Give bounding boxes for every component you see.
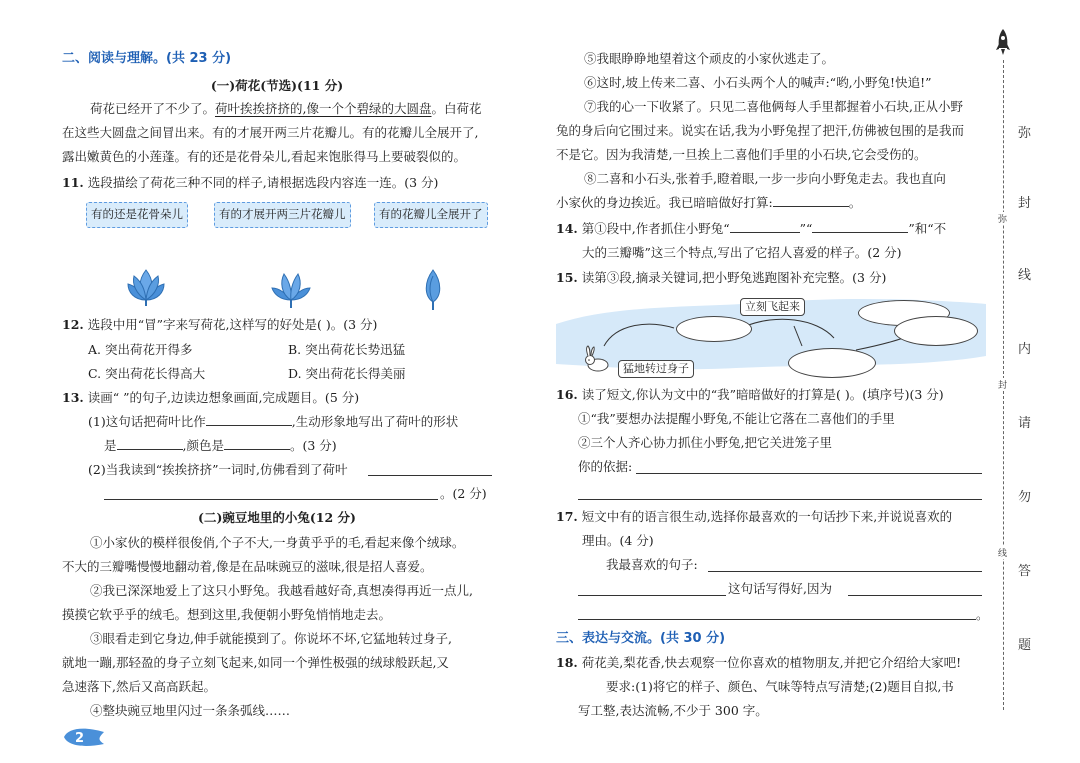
passage2-line: 不是它。因为我清楚,一旦挨上二喜他们手里的小石块,它会受伤的。 — [556, 147, 927, 162]
answer-line[interactable] — [708, 571, 982, 572]
seal-small-char: 弥 — [998, 212, 1007, 225]
question-text: ”和“不 — [908, 221, 947, 236]
flow-blank-2[interactable] — [788, 348, 876, 378]
q16-option-2[interactable]: ②三个人齐心协力抓住小野兔,把它关进笼子里 — [578, 435, 832, 450]
passage1-text: 荷花已经开了不少了。 — [90, 101, 216, 116]
q16-basis-label: 你的依据: — [578, 459, 633, 474]
passage2-line — [556, 194, 861, 212]
q16-option-1[interactable]: ①“我”要想办法提醒小野兔,不能让它落在二喜他们的手里 — [578, 411, 895, 426]
passage1-line2: 在这些大圆盘之间冒出来。有的才展开两三片花瓣儿。有的花瓣儿全展开了, — [62, 125, 479, 140]
page-number-badge — [62, 726, 106, 748]
question-number: 11. — [62, 175, 84, 190]
section2-title: 二、阅读与理解。(共 23 分) — [62, 51, 232, 66]
question-text: ”“ — [799, 221, 813, 236]
question-text: 读画“ ”的句子,边读边想象画面,完成题目。(5 分) — [87, 390, 360, 405]
question-number: 13. — [62, 390, 84, 405]
passage1-line1 — [90, 100, 482, 118]
seal-char: 答 — [1018, 564, 1032, 579]
seal-char: 勿 — [1018, 490, 1032, 505]
match-chip-2[interactable]: 有的才展开两三片花瓣儿 — [214, 202, 351, 228]
seal-small-char: 封 — [998, 378, 1007, 391]
question-text: ,生动形象地写出了荷叶的形状 — [291, 414, 459, 429]
question-text: 是 — [104, 438, 117, 453]
question-number: 16. — [556, 387, 578, 402]
lotus-icon — [268, 266, 314, 310]
question-number: 12. — [62, 317, 84, 332]
passage2-line: 急速落下,然后又高高跃起。 — [62, 679, 216, 694]
question-number: 17. — [556, 509, 578, 524]
question-17-cont: 理由。(4 分) — [582, 533, 654, 548]
passage2-title: (二)豌豆地里的小兔(12 分) — [198, 510, 356, 525]
answer-blank[interactable] — [812, 221, 908, 233]
passage2-text: 。 — [848, 195, 862, 210]
answer-line[interactable] — [578, 619, 976, 620]
question-number: 15. — [556, 270, 578, 285]
question-text: 第①段中,作者抓住小野兔“ — [581, 221, 730, 236]
question-16 — [556, 386, 944, 404]
question-text: ,颜色是 — [182, 438, 224, 453]
match-chip-3[interactable]: 有的花瓣儿全展开了 — [374, 202, 488, 228]
passage2-line: 不大的三瓣嘴慢慢地翻动着,像是在品味豌豆的滋味,很是招人喜爱。 — [62, 559, 433, 574]
question-text: (2)当我读到“挨挨挤挤”一词时,仿佛看到了荷叶 — [88, 462, 348, 477]
question-15 — [556, 269, 886, 287]
passage2-text: 小家伙的身边挨近。我已暗暗做好打算: — [556, 195, 773, 210]
passage1-line3: 露出嫩黄色的小莲蓬。有的还是花骨朵儿,看起来饱胀得马上要破裂似的。 — [62, 149, 466, 164]
answer-line[interactable] — [104, 499, 438, 500]
q17-end: 。 — [976, 607, 989, 622]
question-text: 读了短文,你认为文中的“我”暗暗做好的打算是( )。(填序号)(3 分) — [581, 387, 944, 402]
answer-blank[interactable] — [117, 438, 183, 450]
passage2-line: ⑤我眼睁睁地望着这个顽皮的小家伙逃走了。 — [584, 51, 835, 66]
lotus-icon — [124, 266, 168, 310]
q18-requirement-1: 要求:(1)将它的样子、颜色、气味等特点写清楚;(2)题目自拟,书 — [606, 679, 954, 694]
passage2-line: ⑥这时,坡上传来二喜、小石头两个人的喊声:“哟,小野兔!快追!” — [584, 75, 932, 90]
answer-line[interactable] — [578, 499, 982, 500]
passage1-text: 。白荷花 — [431, 101, 482, 116]
q17-fav-label: 我最喜欢的句子: — [606, 557, 698, 572]
question-text: 。(3 分) — [290, 438, 337, 453]
option-d[interactable]: D. 突出荷花长得美丽 — [288, 366, 406, 381]
question-17 — [556, 508, 952, 526]
match-chip-1[interactable]: 有的还是花骨朵儿 — [86, 202, 188, 228]
option-a[interactable]: A. 突出荷花开得多 — [88, 342, 193, 357]
page-number: 2 — [75, 731, 85, 746]
question-18 — [556, 654, 961, 672]
question-text: 选段描绘了荷花三种不同的样子,请根据选段内容连一连。(3 分) — [87, 175, 439, 190]
answer-blank[interactable] — [206, 414, 292, 426]
seal-char: 题 — [1018, 638, 1032, 653]
lotus-icon — [420, 266, 446, 312]
question-13 — [62, 389, 359, 407]
seal-char: 线 — [1018, 268, 1032, 283]
passage2-line: ③眼看走到它身边,伸手就能摸到了。你说坏不坏,它猛地转过身子, — [90, 631, 452, 646]
flow-tag-jump: 立刻飞起来 — [740, 298, 805, 316]
answer-blank[interactable] — [224, 438, 290, 450]
answer-blank[interactable] — [773, 195, 849, 207]
q18-requirement-2: 写工整,表达流畅,不少于 300 字。 — [578, 703, 768, 718]
section3-title: 三、表达与交流。(共 30 分) — [556, 631, 726, 646]
question-number: 14. — [556, 221, 578, 236]
question-text: 荷花美,梨花香,快去观察一位你喜欢的植物朋友,并把它介绍给大家吧! — [581, 655, 962, 670]
question-11 — [62, 174, 438, 192]
flow-tag-turn: 猛地转过身子 — [618, 360, 694, 378]
option-b[interactable]: B. 突出荷花长势迅猛 — [288, 342, 406, 357]
question-13-2 — [88, 461, 347, 479]
passage2-line: ⑦我的心一下收紧了。只见二喜他俩每人手里都握着小石块,正从小野 — [584, 99, 963, 114]
question-13-2-score: 。(2 分) — [440, 486, 487, 501]
answer-line[interactable] — [578, 595, 726, 596]
answer-line[interactable] — [636, 473, 982, 474]
flow-blank-4[interactable] — [894, 316, 978, 346]
answer-line[interactable] — [848, 595, 982, 596]
seal-char: 弥 — [1018, 126, 1032, 141]
rocket-icon — [995, 28, 1011, 56]
passage2-line: 就地一蹦,那轻盈的身子立刻飞起来,如同一个弹性极强的绒球般跃起,又 — [62, 655, 449, 670]
question-14 — [556, 220, 946, 238]
seal-char: 请 — [1018, 416, 1032, 431]
question-text: 读第③段,摘录关键词,把小野兔逃跑图补充完整。(3 分) — [581, 270, 887, 285]
q17-good-label: 这句话写得好,因为 — [728, 581, 832, 596]
passage2-line: 兔的身后向它围过来。说实在话,我为小野兔捏了把汗,仿佛被包围的是我而 — [556, 123, 964, 138]
question-13-1 — [88, 413, 458, 431]
passage2-line: ④整块豌豆地里闪过一条条弧线…… — [90, 703, 291, 718]
question-text: (1)这句话把荷叶比作 — [88, 414, 206, 429]
question-14-cont: 大的三瓣嘴”这三个特点,写出了它招人喜爱的样子。(2 分) — [582, 245, 902, 260]
seal-small-char: 线 — [998, 546, 1007, 559]
question-text: 选段中用“冒”字来写荷花,这样写的好处是( )。(3 分) — [87, 317, 378, 332]
question-number: 18. — [556, 655, 578, 670]
passage2-line: 摸摸它软乎乎的绒毛。想到这里,我便朝小野兔悄悄地走去。 — [62, 607, 391, 622]
passage2-line: ①小家伙的模样很俊俏,个子不大,一身黄乎乎的毛,看起来像个绒球。 — [90, 535, 465, 550]
underlined-sentence: 荷叶挨挨挤挤的,像一个个碧绿的大圆盘 — [215, 101, 432, 116]
option-c[interactable]: C. 突出荷花长得高大 — [88, 366, 206, 381]
question-13-1-cont — [104, 437, 337, 455]
question-text: 短文中有的语言很生动,选择你最喜欢的一句话抄下来,并说说喜欢的 — [581, 509, 953, 524]
passage1-title: (一)荷花(节选)(11 分) — [210, 78, 344, 93]
question-12 — [62, 316, 377, 334]
passage2-line: ②我已深深地爱上了这只小野兔。我越看越好奇,真想凑得再近一点儿, — [90, 583, 473, 598]
seal-char: 封 — [1018, 196, 1032, 211]
seal-char: 内 — [1018, 342, 1032, 357]
answer-line[interactable] — [368, 475, 492, 476]
answer-blank[interactable] — [730, 221, 800, 233]
flow-blank-1[interactable] — [676, 316, 752, 342]
rabbit-icon — [582, 344, 612, 374]
passage2-line: ⑧二喜和小石头,张着手,瞪着眼,一步一步向小野兔走去。我也直向 — [584, 171, 946, 186]
